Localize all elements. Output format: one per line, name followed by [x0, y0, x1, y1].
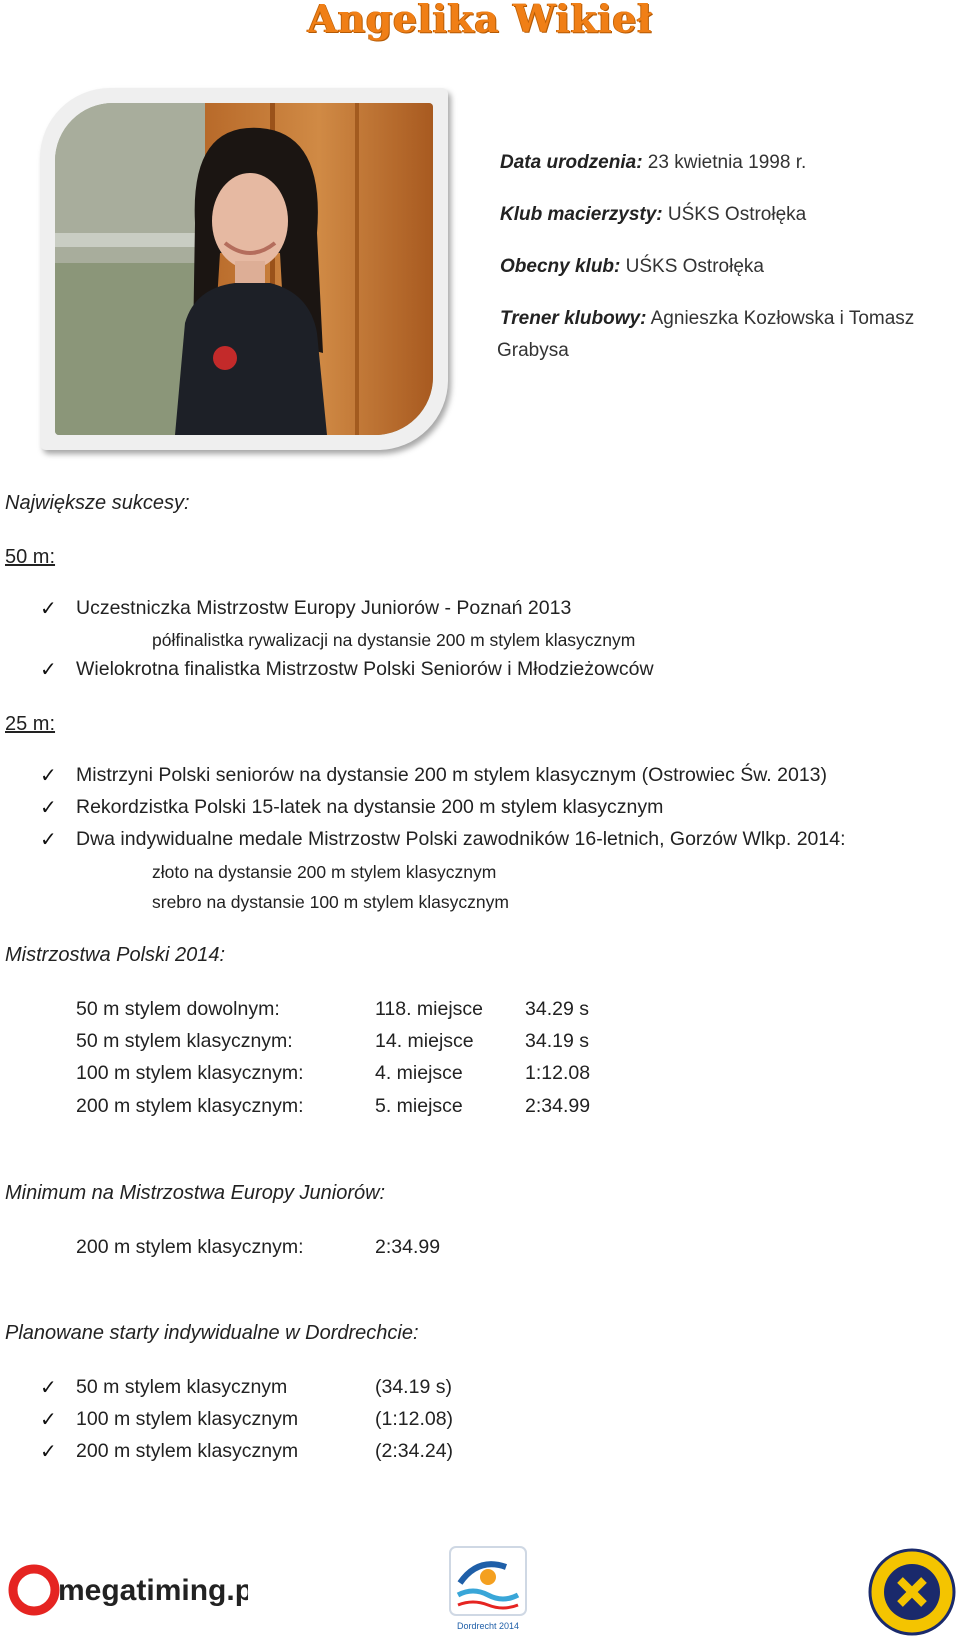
result-place: 5. miejsce — [375, 1095, 463, 1117]
home-club-label: Klub macierzysty: — [500, 204, 663, 225]
check-icon: ✓ — [40, 598, 57, 620]
check-icon: ✓ — [40, 659, 57, 681]
sub-item: srebro na dystansie 100 m stylem klasycznym — [152, 892, 509, 912]
planned-heading: Planowane starty indywidualne w Dordrechcie: — [5, 1322, 419, 1344]
result-place: 14. miejsce — [375, 1030, 474, 1052]
dordrecht-text: Dordrecht 2014 — [456, 1621, 520, 1631]
result-time: 34.19 s — [525, 1030, 589, 1052]
check-icon: ✓ — [40, 829, 57, 851]
birth-date-value: 23 kwietnia 1998 r. — [642, 152, 807, 173]
check-icon: ✓ — [40, 1441, 57, 1463]
coach-value: Agnieszka Kozłowska i Tomasz — [646, 308, 915, 329]
sub-item: złoto na dystansie 200 m stylem klasycznym — [152, 862, 497, 882]
planned-event: 100 m stylem klasycznym — [76, 1408, 299, 1430]
check-icon: ✓ — [40, 1409, 57, 1431]
list-item: Mistrzyni Polski seniorów na dystansie 200 m stylem klasycznym (Ostrowiec Św. 2013) — [76, 764, 827, 786]
current-club-label: Obecny klub: — [500, 256, 621, 277]
current-club — [500, 256, 764, 278]
result-place: 4. miejsce — [375, 1062, 463, 1084]
planned-time: (34.19 s) — [375, 1376, 452, 1398]
list-item: Wielokrotna finalistka Mistrzostw Polski Seniorów i Młodzieżowców — [76, 658, 654, 680]
minimum-heading: Minimum na Mistrzostwa Europy Juniorów: — [5, 1182, 386, 1204]
list-item: Rekordzistka Polski 15-latek na dystansie 200 m stylem klasycznym — [76, 796, 664, 818]
minimum-event: 200 m stylem klasycznym: — [76, 1236, 304, 1258]
section-25m: 25 m: — [5, 713, 56, 735]
list-item: Dwa indywidualne medale Mistrzostw Polski zawodników 16-letnich, Gorzów Wlkp. 2014: — [76, 828, 846, 850]
home-club-value: UŚKS Ostrołęka — [662, 204, 807, 225]
planned-time: (2:34.24) — [375, 1440, 454, 1462]
sub-item: półfinalistka rywalizacji na dystansie 200 m stylem klasycznym — [152, 630, 636, 650]
result-time: 1:12.08 — [525, 1062, 591, 1084]
result-event: 50 m stylem klasycznym: — [76, 1030, 293, 1052]
planned-time: (1:12.08) — [375, 1408, 454, 1430]
list-item: Uczestniczka Mistrzostw Europy Juniorów - Poznań 2013 — [76, 597, 572, 619]
birth-date-label: Data urodzenia: — [500, 152, 643, 173]
coach-value-cont: Grabysa — [497, 340, 569, 361]
current-club-value: UŚKS Ostrołęka — [620, 256, 764, 277]
planned-event: 50 m stylem klasycznym — [76, 1376, 288, 1398]
coach-label: Trener klubowy: — [500, 308, 647, 329]
coach — [500, 308, 914, 330]
check-icon: ✓ — [40, 797, 57, 819]
successes-heading: Największe sukcesy: — [5, 492, 190, 514]
championships-heading: Mistrzostwa Polski 2014: — [5, 944, 226, 966]
section-50m: 50 m: — [5, 546, 56, 568]
athlete-photo — [55, 103, 433, 435]
megatiming-text: megatiming.pl — [58, 1574, 248, 1607]
result-time: 34.29 s — [525, 998, 589, 1020]
page-title: Angelika Wikieł — [307, 0, 653, 41]
check-icon: ✓ — [40, 765, 57, 787]
result-event: 100 m stylem klasycznym: — [76, 1062, 304, 1084]
planned-event: 200 m stylem klasycznym — [76, 1440, 299, 1462]
check-icon: ✓ — [40, 1377, 57, 1399]
megatiming-logo — [8, 1560, 248, 1620]
home-club — [500, 204, 806, 226]
pzp-logo — [868, 1548, 956, 1636]
result-event: 200 m stylem klasycznym: — [76, 1095, 304, 1117]
dordrecht-logo — [448, 1545, 528, 1635]
result-time: 2:34.99 — [525, 1095, 591, 1117]
result-event: 50 m stylem dowolnym: — [76, 998, 280, 1020]
birth-date — [500, 152, 806, 174]
minimum-time: 2:34.99 — [375, 1236, 441, 1258]
result-place: 118. miejsce — [375, 998, 484, 1020]
